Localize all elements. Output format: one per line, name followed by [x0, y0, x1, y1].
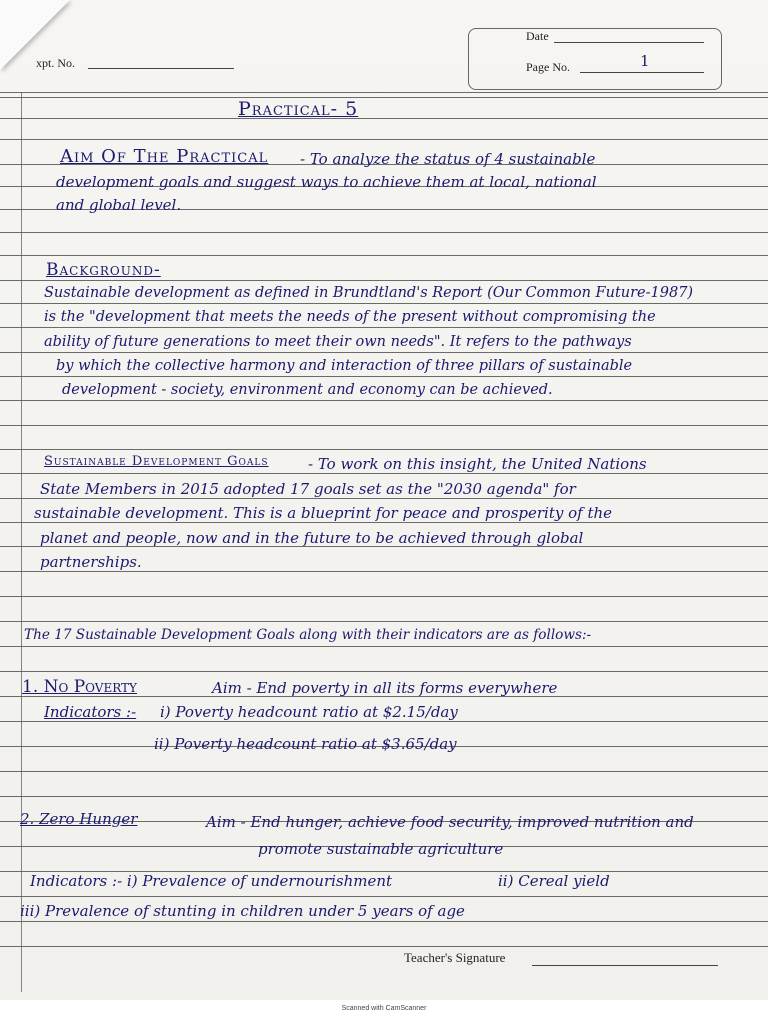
aim-line-3: and global level. [56, 196, 182, 214]
margin-line [21, 92, 22, 992]
sdg-line-1: - To work on this insight, the United Nations [308, 455, 647, 473]
page-no-underline [580, 72, 704, 73]
aim-line-2: development goals and suggest ways to achieve them at local, national [56, 173, 597, 191]
page-title: Practical- 5 [238, 98, 359, 120]
background-heading: Background- [46, 260, 161, 280]
sdg-line-4: planet and people, now and in the future to be achieved through global [40, 529, 584, 547]
expt-no-label: xpt. No. [36, 56, 75, 70]
sdg-line-2: State Members in 2015 adopted 17 goals set as the "2030 agenda" for [40, 480, 576, 498]
scanner-footer [0, 1000, 768, 1024]
sdg-line-3: sustainable development. This is a blueprint for peace and prosperity of the [34, 504, 613, 522]
date-underline [554, 42, 704, 43]
background-line-3: ability of future generations to meet their own needs". It refers to the pathways [44, 334, 632, 350]
goal-2-aim-line-1: Aim - End hunger, achieve food security, improved nutrition and [206, 813, 694, 831]
goal-2-aim-line-2: promote sustainable agriculture [258, 840, 504, 858]
background-line-1: Sustainable development as defined in Brundtland's Report (Our Common Future-1987) [44, 285, 694, 301]
aim-line-1: - To analyze the status of 4 sustainable [300, 150, 596, 168]
goal-1-indicator-ii: ii) Poverty headcount ratio at $3.65/day [154, 735, 457, 753]
signature-underline [532, 965, 718, 966]
aim-heading: Aim Of The Practical [60, 146, 269, 167]
goal-1-indicators-label: Indicators :- [44, 703, 137, 721]
goal-2-indicator-iii: iii) Prevalence of stunting in children under 5 years of age [20, 902, 465, 920]
teacher-signature-label: Teacher's Signature [404, 950, 506, 965]
expt-no-underline [88, 68, 234, 69]
goal-2-indicator-ii: ii) Cereal yield [498, 872, 610, 890]
date-label: Date [526, 29, 549, 43]
goal-1-aim: Aim - End poverty in all its forms everywhere [212, 679, 558, 697]
background-line-5: development - society, environment and economy can be achieved. [62, 382, 553, 398]
goal-2-name: 2. Zero Hunger [20, 810, 138, 828]
background-line-4: by which the collective harmony and interaction of three pillars of sustainable [56, 358, 633, 374]
page-no-value: 1 [640, 52, 650, 70]
sdg-heading: Sustainable Development Goals [44, 454, 269, 469]
goal-1-indicator-i: i) Poverty headcount ratio at $2.15/day [160, 703, 458, 721]
sdg-line-5: partnerships. [40, 553, 142, 571]
scanner-watermark: Scanned with CamScanner [341, 1005, 427, 1012]
page-no-label: Page No. [526, 60, 570, 74]
header-box [468, 28, 722, 90]
background-line-2: is the "development that meets the needs of the present without compromising the [44, 309, 656, 325]
goal-2-indicators-line: Indicators :- i) Prevalence of undernourishment [30, 872, 393, 890]
goal-1-name: 1. No Poverty [22, 677, 137, 697]
goals-intro-line: The 17 Sustainable Development Goals along with their indicators are as follows:- [24, 627, 592, 643]
